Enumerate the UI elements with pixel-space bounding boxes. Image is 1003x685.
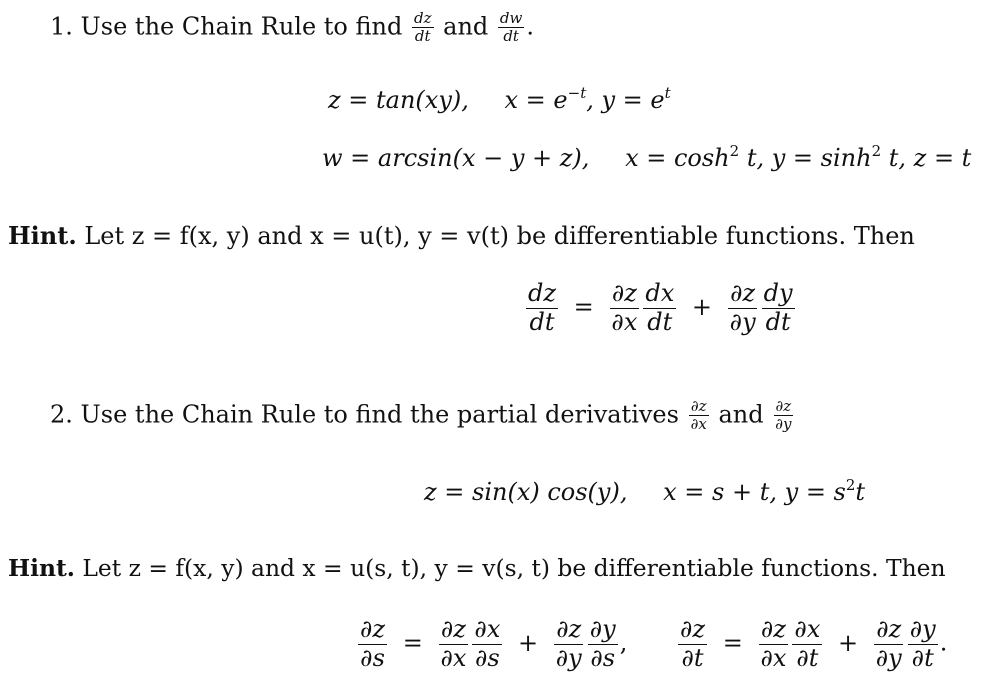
dz-dt-fraction: [412, 10, 434, 46]
fraction-numerator: dz: [528, 279, 557, 307]
problem-1-equation-1: [328, 84, 671, 114]
plus-sign: +: [838, 628, 859, 657]
partial-z-partial-y-fraction: [773, 398, 793, 434]
fraction-numerator: ∂z: [760, 615, 786, 643]
fraction-numerator: ∂z: [876, 615, 902, 643]
partial-z-partial-y: [554, 616, 584, 672]
partial-z-partial-x: [758, 616, 788, 672]
fraction-denominator: ∂x: [760, 643, 787, 672]
dy-dt-fraction: [762, 280, 795, 336]
plus-sign: +: [691, 292, 713, 321]
eq2-x-definition: x = cosh: [625, 144, 730, 172]
problem-2-statement: [50, 398, 795, 434]
eq2-y-definition: y = sinh: [771, 144, 872, 172]
fraction-denominator: ∂y: [555, 643, 582, 672]
fraction-numerator: dw: [499, 9, 523, 27]
problem-1-number: 1.: [50, 12, 73, 41]
fraction-denominator: ∂x: [690, 415, 707, 434]
fraction-numerator: dy: [763, 279, 793, 307]
hint-1-body: Let z = f(x, y) and x = u(t), y = v(t) be differentiable functions. Then: [84, 222, 915, 250]
eq1-y-exponent: t: [664, 84, 671, 102]
fraction-numerator: ∂x: [794, 615, 821, 643]
equals-sign: =: [402, 628, 423, 657]
fraction-denominator: ∂t: [796, 643, 819, 672]
conjunction-and: and: [718, 400, 764, 429]
eq1-lhs: z = tan(xy),: [328, 86, 469, 114]
comma: ,: [619, 628, 628, 657]
hint-1-formula: [524, 280, 797, 336]
fraction-denominator: ∂x: [440, 643, 467, 672]
fraction-numerator: ∂z: [690, 397, 707, 415]
partial-z-partial-s-lhs: [358, 616, 387, 672]
dz-dt-lhs: [526, 280, 558, 336]
hint-2-formula-s: [356, 616, 627, 672]
fraction-denominator: ∂s: [360, 643, 385, 672]
fraction-denominator: ∂y: [775, 415, 792, 434]
partial-y-partial-s: [588, 616, 618, 672]
fraction-numerator: ∂z: [680, 615, 706, 643]
eq2-z-definition: z = t: [913, 144, 972, 172]
eq3-x-definition: x = s + t,: [663, 478, 777, 506]
fraction-denominator: ∂x: [611, 307, 638, 336]
partial-x-partial-t: [792, 616, 822, 672]
fraction-numerator: dz: [413, 9, 432, 27]
hint-1-text: [8, 221, 915, 250]
fraction-denominator: dt: [529, 307, 555, 336]
fraction-denominator: ∂t: [681, 643, 704, 672]
fraction-denominator: ∂s: [475, 643, 500, 672]
problem-1-equation-2: [322, 142, 972, 172]
fraction-denominator: dt: [765, 307, 791, 336]
fraction-numerator: ∂x: [474, 615, 501, 643]
eq2-x-exponent: 2: [729, 142, 740, 160]
hint-2-formula-t: [676, 616, 947, 672]
partial-x-partial-s: [472, 616, 502, 672]
fraction-numerator: ∂z: [440, 615, 466, 643]
fraction-denominator: dt: [647, 307, 673, 336]
fraction-numerator: ∂z: [730, 279, 756, 307]
fraction-denominator: ∂y: [729, 307, 756, 336]
eq1-x-definition: x = e: [504, 86, 568, 114]
problem-2-text: Use the Chain Rule to find the partial derivatives: [80, 400, 679, 429]
partial-y-partial-t: [908, 616, 938, 672]
partial-z-partial-x: [609, 280, 639, 336]
plus-sign: +: [518, 628, 539, 657]
eq2-y-exponent: 2: [871, 142, 882, 160]
eq1-x-exponent: −t: [567, 84, 587, 102]
partial-z-partial-x: [438, 616, 468, 672]
eq2-x-tail: t,: [739, 144, 765, 172]
problem-1-text: Use the Chain Rule to find: [80, 12, 403, 41]
eq3-y-definition: y = s: [784, 478, 846, 506]
fraction-numerator: ∂y: [909, 615, 936, 643]
hint-2-text: [8, 554, 946, 582]
problem-2-equation: [424, 476, 866, 506]
fraction-numerator: dx: [645, 279, 675, 307]
problem-2-number: 2.: [50, 400, 73, 429]
equals-sign: =: [573, 292, 594, 321]
dw-dt-fraction: [498, 10, 524, 46]
fraction-numerator: ∂z: [360, 615, 386, 643]
period: .: [526, 12, 535, 41]
fraction-denominator: ∂y: [875, 643, 902, 672]
problem-1-statement: [50, 10, 534, 46]
eq2-lhs: w = arcsin(x − y + z),: [322, 144, 590, 172]
period: .: [939, 628, 948, 657]
fraction-denominator: ∂t: [911, 643, 934, 672]
partial-z-partial-y: [728, 280, 758, 336]
fraction-denominator: dt: [414, 27, 431, 46]
eq3-lhs: z = sin(x) cos(y),: [424, 478, 628, 506]
equals-sign: =: [722, 628, 743, 657]
partial-z-partial-t-lhs: [678, 616, 707, 672]
fraction-numerator: ∂z: [556, 615, 582, 643]
eq3-y-exponent: 2: [845, 476, 856, 494]
fraction-numerator: ∂y: [589, 615, 616, 643]
hint-2-body: Let z = f(x, y) and x = u(s, t), y = v(s, t) be differentiable functions. Then: [82, 554, 946, 582]
partial-z-partial-y: [874, 616, 904, 672]
conjunction-and: and: [443, 12, 489, 41]
eq1-y-definition: , y = e: [586, 86, 665, 114]
hint-2-label: Hint.: [8, 554, 75, 582]
fraction-denominator: ∂s: [590, 643, 616, 672]
dx-dt-fraction: [643, 280, 676, 336]
fraction-numerator: ∂z: [611, 279, 637, 307]
hint-1-label: Hint.: [8, 221, 77, 250]
partial-z-partial-x-fraction: [689, 398, 709, 434]
eq2-y-tail: t,: [881, 144, 907, 172]
fraction-numerator: ∂z: [775, 397, 792, 415]
eq3-y-tail: t: [855, 478, 866, 506]
fraction-denominator: dt: [503, 27, 519, 46]
